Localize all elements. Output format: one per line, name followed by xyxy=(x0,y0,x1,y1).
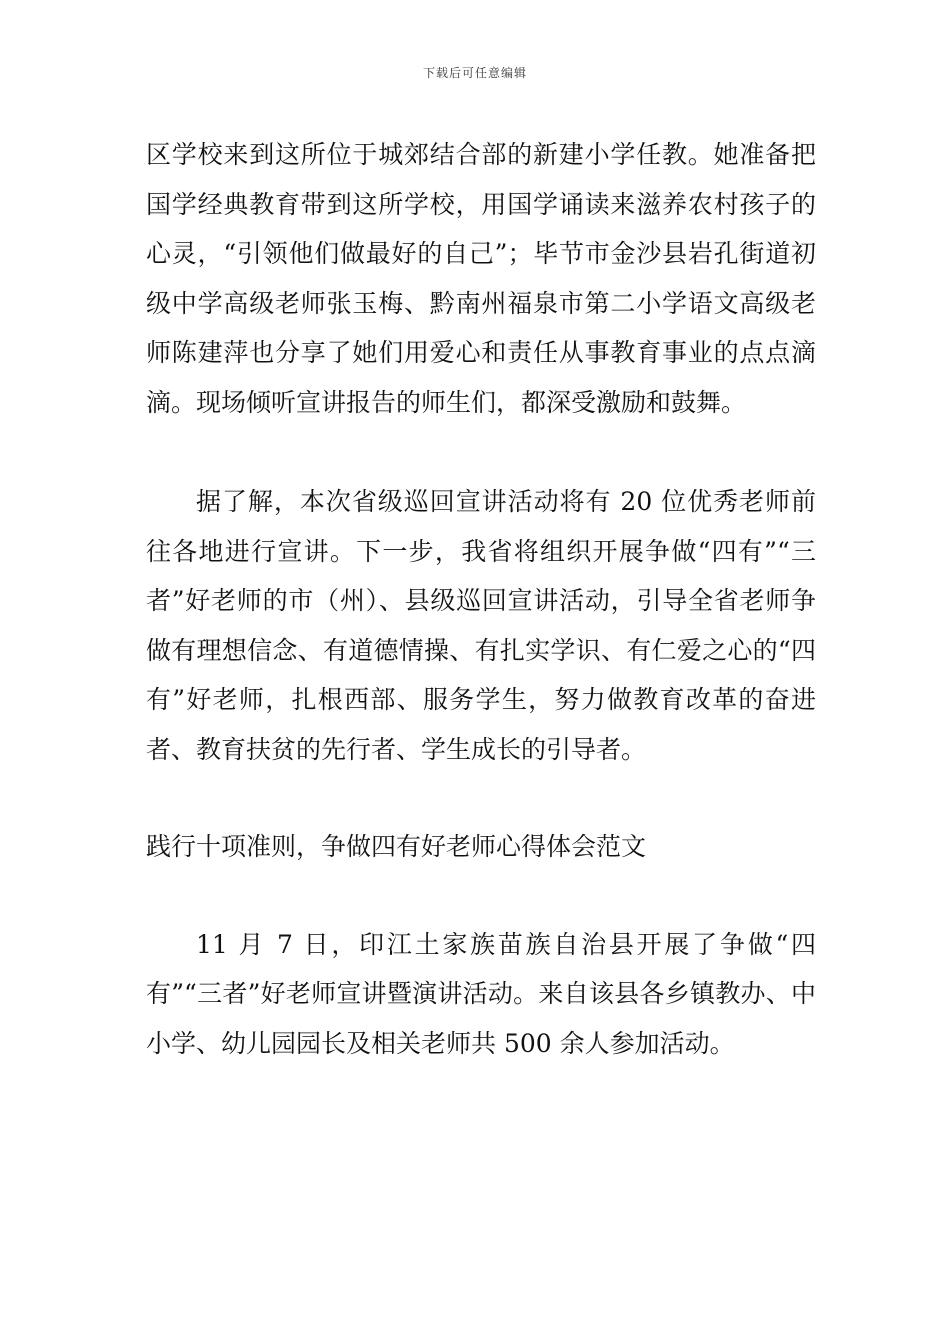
paragraph-1: 区学校来到这所位于城郊结合部的新建小学任教。她准备把国学经典教育带到这所学校，用国学诵读来滋养农村孩子的心灵，“引领他们做最好的自己”；毕节市金沙县岩孔街道初级中学高级老师张玉梅、黔南州福泉市第二小学语文高级老师陈建萍也分享了她们用爱心和责任从事教育事业的点点滴滴。现场倾听宣讲报告的师生们，都深受激励和鼓舞。 xyxy=(146,140,816,417)
paragraph-spacer xyxy=(146,774,816,822)
document-body xyxy=(146,130,816,1068)
page-header-note: 下载后可任意编辑 xyxy=(422,66,527,80)
paragraph-2: 据了解，本次省级巡回宣讲活动将有 20 位优秀老师前往各地进行宣讲。下一步，我省将组织开展争做“四有”“三者”好老师的市（州）、县级巡回宣讲活动，引导全省老师争做有理想信念、有道德情操、有扎实学识、有仁爱之心的“四有”好老师，扎根西部、服务学生，努力做教育改革的奋进者、教育扶贫的先行者、学生成长的引导者。 xyxy=(146,487,816,764)
paragraph-spacer xyxy=(146,872,816,920)
section-heading: 践行十项准则，争做四有好老师心得体会范文 xyxy=(146,832,647,861)
paragraph-spacer xyxy=(146,427,816,477)
paragraph-3: 11 月 7 日，印江土家族苗族自治县开展了争做“四有”“三者”好老师宣讲暨演讲活动。来自该县各乡镇教办、中小学、幼儿园园长及相关老师共 500 余人参加活动。 xyxy=(146,929,816,1058)
